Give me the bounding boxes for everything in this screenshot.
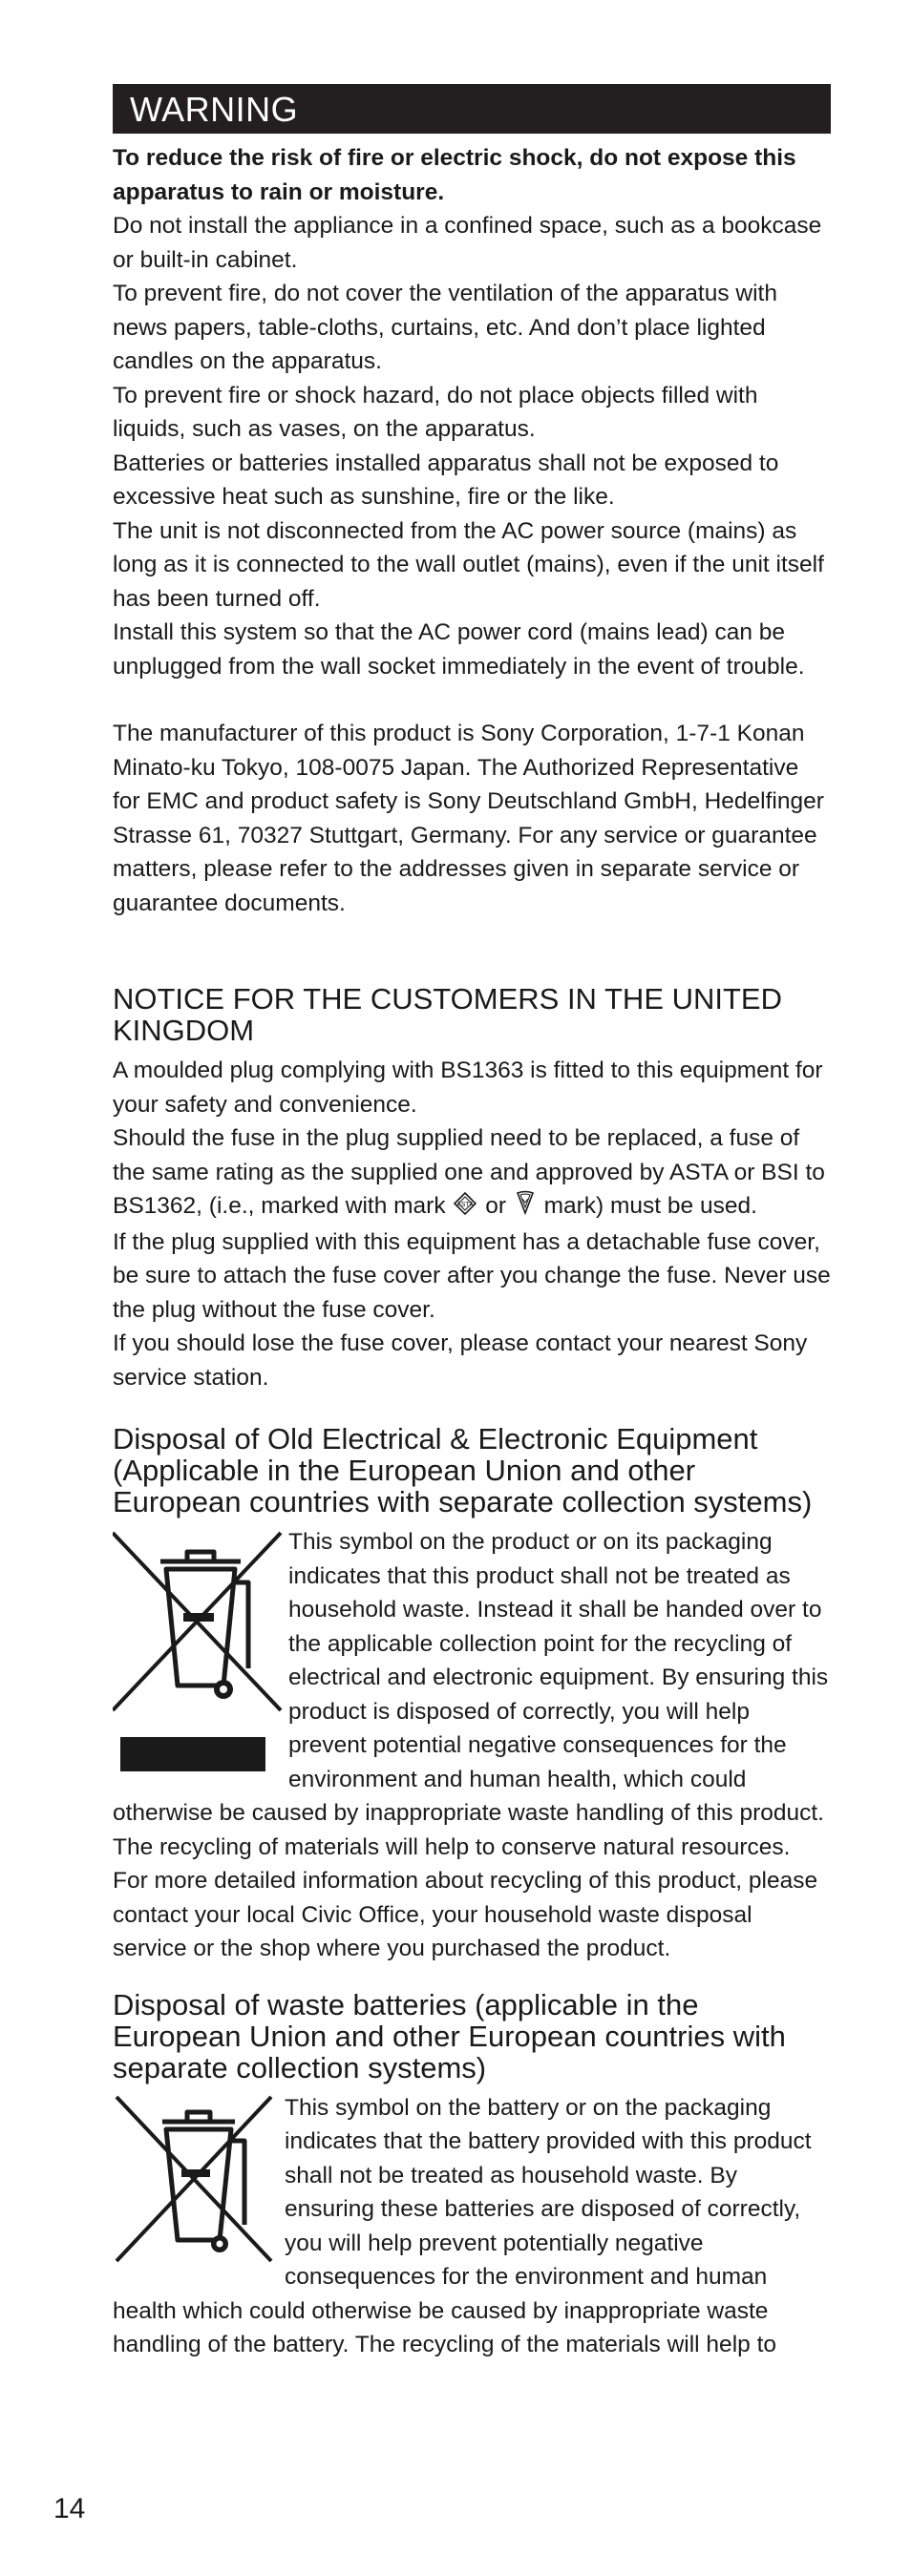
notice-text: Should the fuse in the plug supplied need to be replaced, a fuse of the same rating as the supplied one and approved by ASTA or BSI to BS1362, (i.e., marked with mark bbox=[113, 1125, 825, 1219]
warning-paragraph: To prevent fire or shock hazard, do not place objects filled with liquids, such as vases, on the apparatus. bbox=[113, 382, 758, 442]
asta-mark-icon bbox=[454, 1191, 477, 1225]
warning-paragraph: Batteries or batteries installed apparatus shall not be exposed to excessive heat such as sunshine, fire or the like. bbox=[113, 450, 779, 510]
weee-heading: Disposal of Old Electrical & Electronic Equipment (Applicable in the European Union and other European countries with separate collection systems) bbox=[113, 1422, 813, 1518]
batteries-text: This symbol on the battery or on the packaging indicates that the battery provided with this product shall not be treated as household waste. By ensuring these batteries are disposed of correctly, you will help prevent potentially negative consequences for the environment and human health which could otherwise be caused by inappropriate waste handling of the battery. The recycling of the materials will help to bbox=[113, 2094, 812, 2357]
crossed-out-wheelie-bin-icon bbox=[113, 2091, 285, 2269]
page-number: 14 bbox=[53, 2493, 86, 2524]
weee-figure bbox=[113, 1525, 288, 1773]
warning-paragraph: To prevent fire, do not cover the ventilation of the apparatus with news papers, table-cloths, curtains, etc. And don’t place lighted candles on the apparatus. bbox=[113, 281, 777, 374]
warning-paragraph: Install this system so that the AC power cord (mains lead) can be unplugged from the wall socket immediately in the event of trouble. bbox=[113, 619, 805, 680]
svg-text:ASTA: ASTA bbox=[456, 1202, 475, 1208]
notice-text: mark) must be used. bbox=[537, 1193, 757, 1219]
warning-heading: WARNING bbox=[113, 84, 831, 134]
notice-text: or bbox=[478, 1193, 513, 1219]
bsi-kitemark-icon bbox=[515, 1190, 536, 1225]
notice-heading: NOTICE FOR THE CUSTOMERS IN THE UNITED KINGDOM bbox=[113, 982, 782, 1047]
notice-paragraph: If the plug supplied with this equipment has a detachable fuse cover, be sure to attach the fuse cover after you change the fuse. Never use the plug without the fuse cover. bbox=[113, 1228, 831, 1323]
manufacturer-info: The manufacturer of this product is Sony Corporation, 1-7-1 Konan Minato-ku Tokyo, 108-0075 Japan. The Authorized Representative for EMC and product safety is Sony Deutschland GmbH, Hedelfinger Strasse 61, 70327 Stuttgart, Germany. For any service or guarantee matters, please refer to the addresses given in separate service or guarantee documents. bbox=[113, 721, 824, 916]
batteries-figure bbox=[113, 2091, 285, 2269]
warning-lead: To reduce the risk of fire or electric shock, do not expose this apparatus to rain or moisture. bbox=[113, 145, 796, 205]
warning-paragraph: The unit is not disconnected from the AC power source (mains) as long as it is connected to the wall outlet (mains), even if the unit itself has been turned off. bbox=[113, 517, 824, 612]
notice-paragraph: A moulded plug complying with BS1363 is fitted to this equipment for your safety and convenience. bbox=[113, 1058, 823, 1118]
weee-text: This symbol on the product or on its packaging indicates that this product shall not be treated as household waste. Instead it shall be handed over to the applicable collection point for the recycling of electrical and electronic equipment. By ensuring this product is disposed of correctly, you will help prevent potential negative consequences for the environment and human health, which could otherwise be caused by inappropriate waste handling of this product. The recycling of materials will help to conserve natural resources. For more detailed information about recycling of this product, please contact your local Civic Office, your household waste disposal service or the shop where you purchased the product. bbox=[113, 1529, 829, 1961]
crossed-out-wheelie-bin-icon bbox=[113, 1525, 288, 1773]
notice-paragraph: If you should lose the fuse cover, please contact your nearest Sony service station. bbox=[113, 1330, 808, 1391]
page-content bbox=[113, 84, 831, 2362]
batteries-heading: Disposal of waste batteries (applicable in the European Union and other European countries with separate collection systems) bbox=[113, 1987, 786, 2084]
warning-paragraph: Do not install the appliance in a confined space, such as a bookcase or built-in cabinet. bbox=[113, 213, 822, 273]
notice-paragraph-fuse bbox=[113, 1121, 831, 1225]
